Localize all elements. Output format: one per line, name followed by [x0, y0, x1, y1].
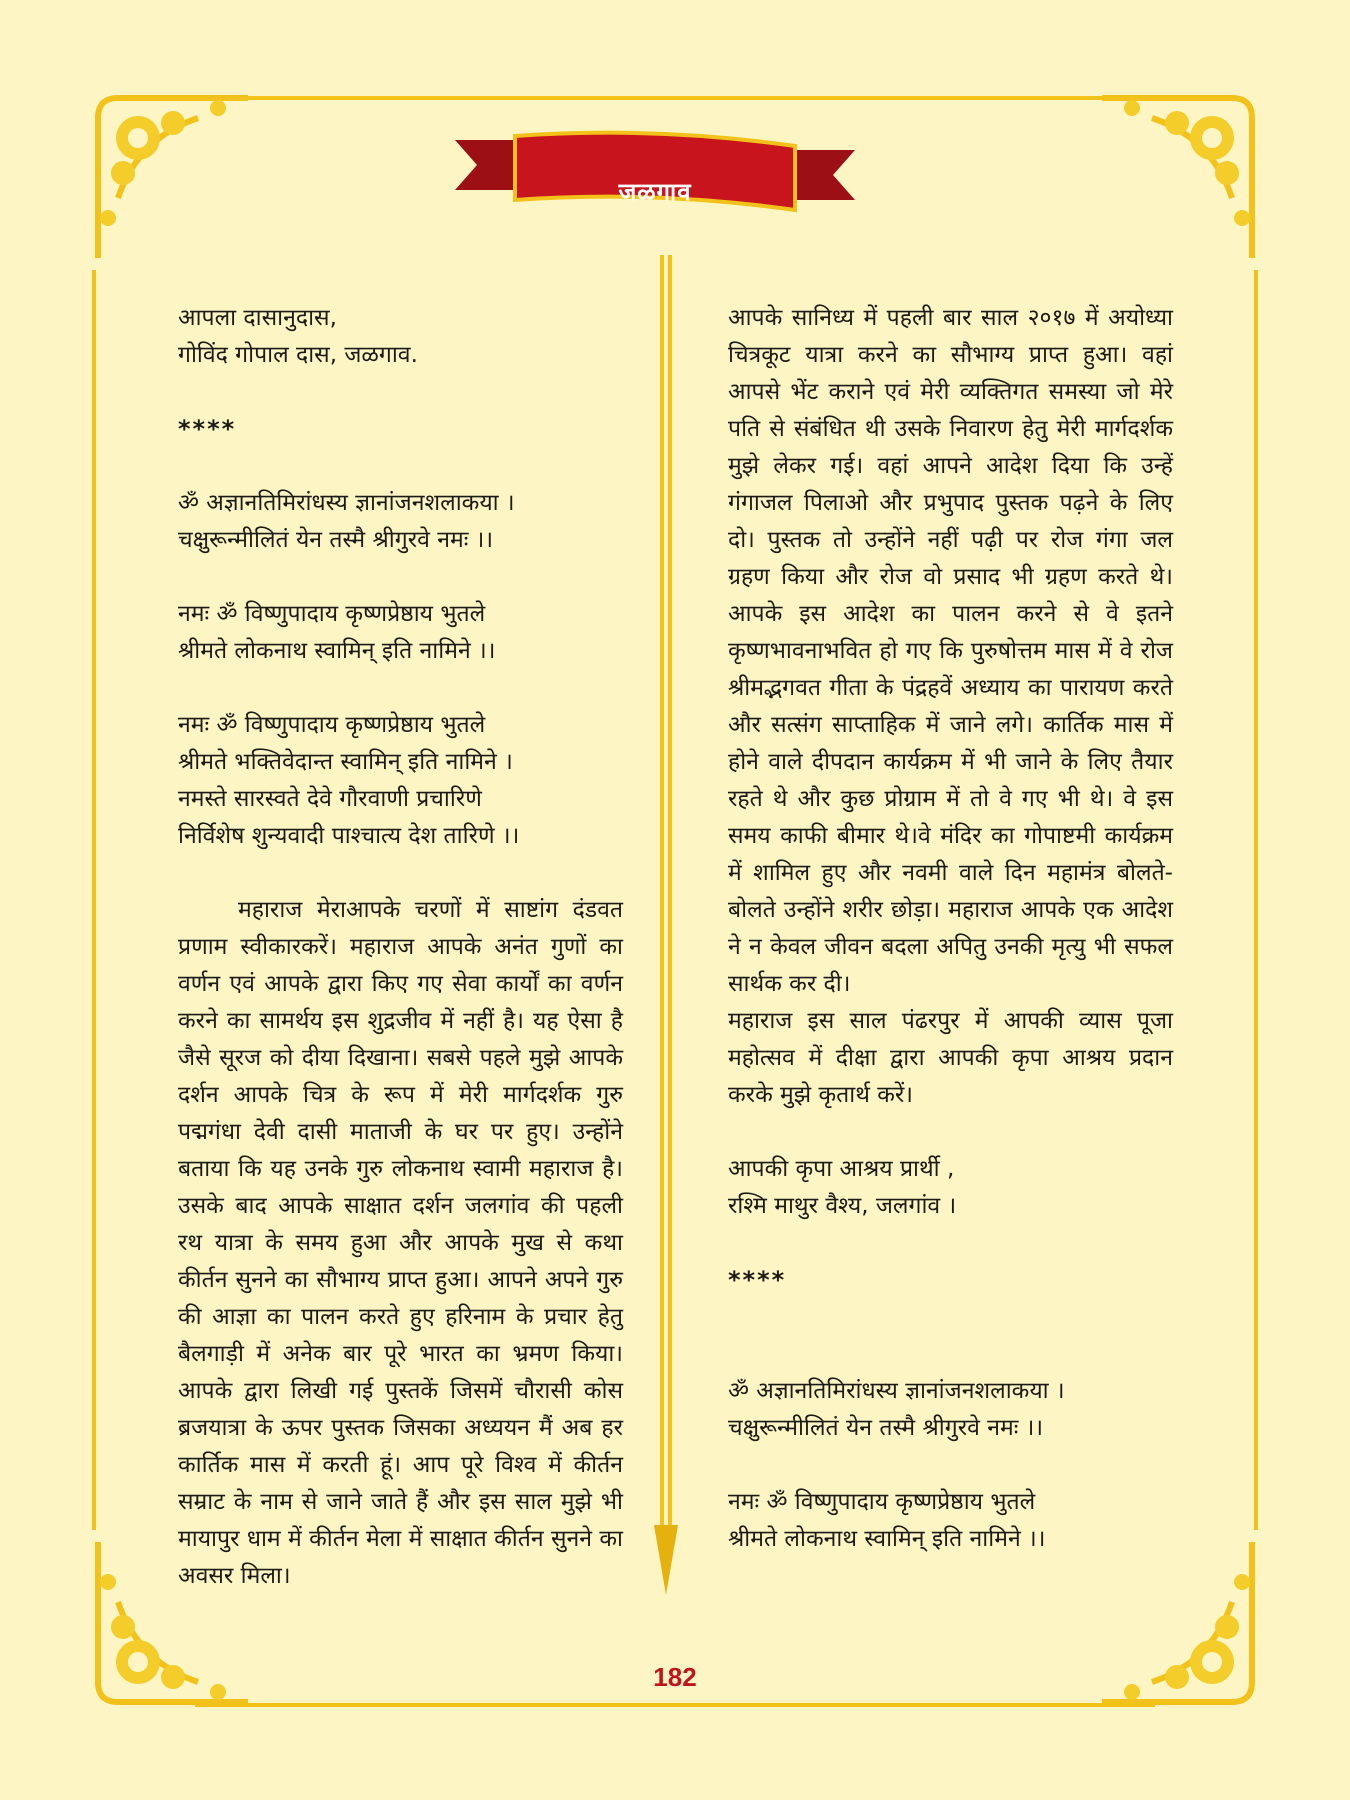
- mantra-line: चक्षुरून्मीलितं येन तस्मै श्रीगुरवे नमः ।।: [178, 527, 494, 553]
- corner-ornament-top-left: [78, 78, 258, 278]
- column-divider: [646, 255, 686, 1635]
- mantra-line: नमः ॐ विष्णुपादाय कृष्णप्रेष्ठाय भुतले: [178, 601, 486, 627]
- mantra-line: ॐ अज्ञानतिमिरांधस्य ज्ञानांजनशलाकया ।: [728, 1378, 1065, 1404]
- mantra-line: नमस्ते सारस्वते देवे गौरवाणी प्रचारिणे: [178, 786, 482, 812]
- offering-paragraph: महाराज मेराआपके चरणों में साष्टांग दंडवत प्रणाम स्वीकारकरें। महाराज आपके अनंत गुणों का वर्णन एवं आपके द्वारा किए गए सेवा कार्यों का वर्णन करने का सामर्थय इस शुद्रजीव में नहीं है। यह ऐसा है जैसे सूरज को दीया दिखाना। सबसे पहले मुझे आपके दर्शन आपके चित्र के रूप में मेरी मार्गदर्शक गुरु पद्मगंधा देवी दासी माताजी के घर पर हुए। उन्होंने बताया कि यह उनके गुरु लोकनाथ स्वामी महाराज है। उसके बाद आपके साक्षात दर्शन जलगांव की पहली रथ यात्रा के समय हुआ और आपके मुख से कथा कीर्तन सुनने का सौभाग्य प्राप्त हुआ। आपने अपने गुरु की आज्ञा का पालन करते हुए हरिनाम के प्रचार हेतु बैलगाड़ी में अनेक बार पूरे भारत का भ्रमण किया। आपके द्वारा लिखी गई पुस्तकें जिसमें चौरासी कोस ब्रजयात्रा के ऊपर पुस्तक जिसका अध्ययन मैं अब हर कार्तिक मास में करती हूं। आप पूरे विश्व में कीर्तन सम्राट के नाम से जाने जाते हैं और इस साल मुझे भी मायापुर धाम में कीर्तन मेला में साक्षात कीर्तन सुनने का अवसर मिला।: [178, 897, 623, 1589]
- mantra-line: नमः ॐ विष्णुपादाय कृष्णप्रेष्ठाय भुतले: [178, 712, 486, 738]
- frame-bottom-line: [195, 1703, 1155, 1707]
- frame-right-line: [1254, 270, 1258, 1530]
- mantra-line: श्रीमते भक्तिवेदान्त स्वामिन् इति नामिने ।: [178, 749, 513, 775]
- closing-salutation: आपला दासानुदास,: [178, 305, 337, 331]
- frame-left-line: [92, 270, 96, 1530]
- page-number: 182: [653, 1662, 697, 1692]
- right-column: [728, 300, 1173, 1558]
- mantra-line: चक्षुरून्मीलितं येन तस्मै श्रीगुरवे नमः ।।: [728, 1415, 1044, 1441]
- mantra-line: श्रीमते लोकनाथ स्वामिन् इति नामिने ।।: [178, 638, 496, 664]
- page-header-title: जळगाव: [618, 178, 692, 206]
- offering-paragraph: आपके सानिध्य में पहली बार साल २०१७ में अयोध्या चित्रकूट यात्रा करने का सौभाग्य प्राप्त हुआ। वहां आपसे भेंट कराने एवं मेरी व्यक्तिगत समस्या जो मेरे पति से संबंधित थी उसके निवारण हेतु मेरी मार्गदर्शक मुझे लेकर गई। वहां आपने आदेश दिया कि उन्हें गंगाजल पिलाओ और प्रभुपाद पुस्तक पढ़ने के लिए दो। पुस्तक तो उन्होंने नहीं पढ़ी पर रोज गंगा जल ग्रहण किया और रोज वो प्रसाद भी ग्रहण करते थे। आपके इस आदेश का पालन करने से वे इतने कृष्णभावनाभवित हो गए कि पुरुषोत्तम मास में वे रोज श्रीमद्भगवत गीता के पंद्रहवें अध्याय का पारायण करते और सत्संग साप्ताहिक में जाने लगे। कार्तिक मास में होने वाले दीपदान कार्यक्रम में भी जाने के लिए तैयार रहते थे और कुछ प्रोग्राम में तो वे गए भी थे। वे इस समय काफी बीमार थे।वे मंदिर का गोपाष्टमी कार्यक्रम में शामिल हुए और नवमी वाले दिन महामंत्र बोलते-बोलते उन्होंने शरीर छोड़ा। महाराज आपके एक आदेश ने न केवल जीवन बदला अपितु उनकी मृत्यु भी सफल सार्थक कर दी।: [728, 305, 1173, 997]
- mantra-line: श्रीमते लोकनाथ स्वामिन् इति नामिने ।।: [728, 1526, 1046, 1552]
- mantra-line: निर्विशेष शुन्यवादी पाश्चात्य देश तारिणे ।।: [178, 823, 520, 849]
- author-signature: गोविंद गोपाल दास, जळगाव.: [178, 342, 418, 368]
- closing-salutation: आपकी कृपा आश्रय प्रार्थी ,: [728, 1156, 955, 1182]
- author-signature: रश्मि माथुर वैश्य, जलगांव ।: [728, 1193, 957, 1219]
- section-separator: ****: [178, 415, 237, 443]
- mantra-line: नमः ॐ विष्णुपादाय कृष्णप्रेष्ठाय भुतले: [728, 1489, 1036, 1515]
- offering-paragraph: महाराज इस साल पंढरपुर में आपकी व्यास पूजा महोत्सव में दीक्षा द्वारा आपकी कृपा आश्रय प्रदान करके मुझे कृतार्थ करें।: [728, 1008, 1173, 1108]
- corner-ornament-top-right: [1092, 78, 1272, 278]
- frame-top-line: [195, 96, 1155, 100]
- mantra-line: ॐ अज्ञानतिमिरांधस्य ज्ञानांजनशलाकया ।: [178, 490, 515, 516]
- section-separator: ****: [728, 1266, 787, 1294]
- left-column: [178, 300, 623, 1595]
